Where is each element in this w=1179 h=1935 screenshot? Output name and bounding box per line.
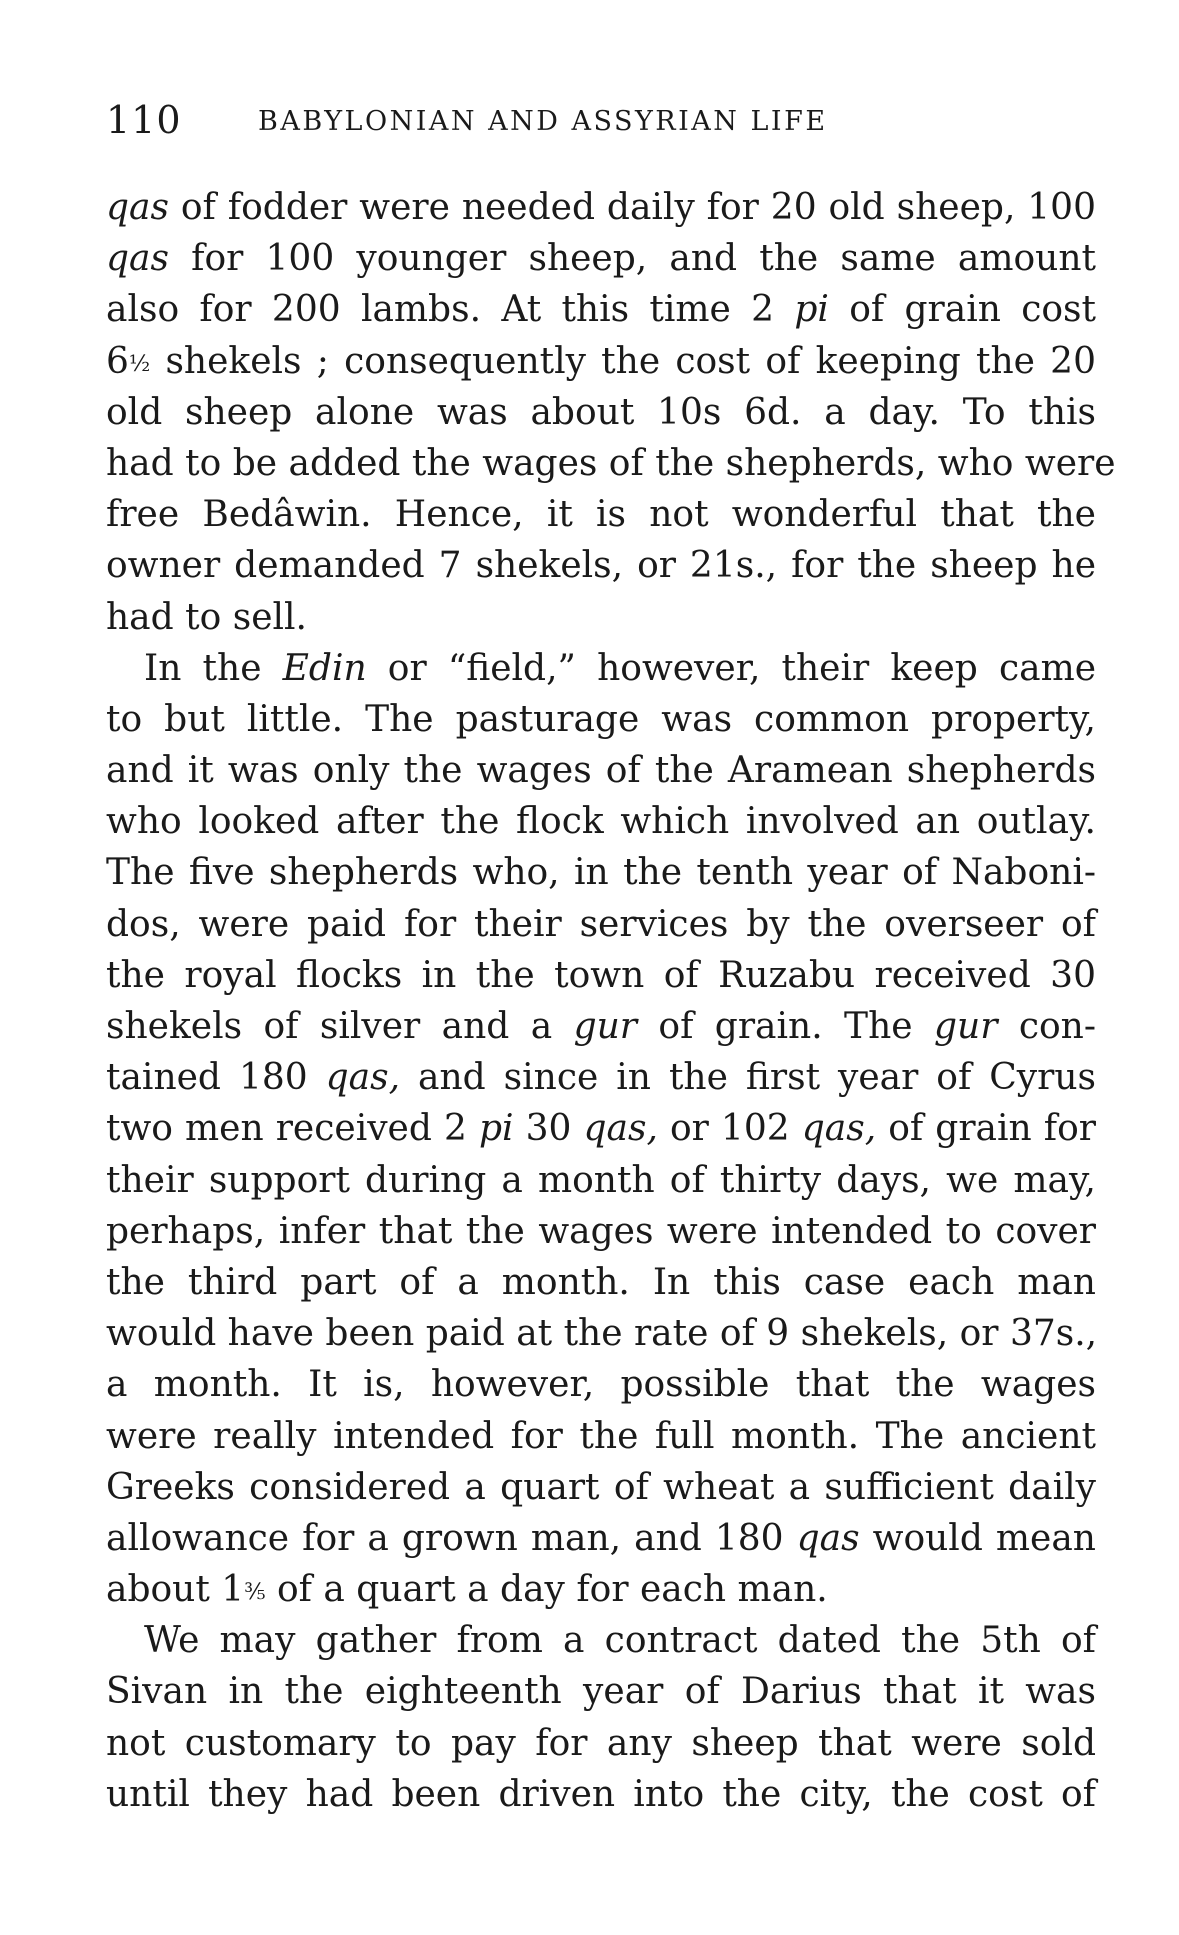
text-line: old sheep alone was about 10s 6d. a day. To this [106,391,1096,433]
italic-term: qas, [583,1108,658,1150]
italic-term: qas, [325,1057,401,1099]
text-line: about 1⅗ of a quart a day for each man. [106,1569,828,1611]
text-line: and it was only the wages of the Aramean shepherds [106,750,1096,792]
text-line: Greeks considered a quart of wheat a sufficient daily [106,1466,1096,1508]
italic-term: Edin [282,647,367,689]
text-line: had to sell. [106,596,307,638]
text-line: We may gather from a contract dated the 5th of [144,1620,1096,1662]
text-line: were really intended for the full month. The ancient [106,1415,1096,1457]
text-line: a month. It is, however, possible that the wages [106,1364,1096,1406]
page-number: 110 [106,98,182,142]
text-line: to but little. The pasturage was common property, [106,698,1096,740]
text-line: also for 200 lambs. At this time 2 pi of grain cost [106,289,1097,331]
running-title: BABYLONIAN AND ASSYRIAN LIFE [258,106,828,137]
text-line: shekels of silver and a gur of grain. The gur con- [106,1006,1097,1047]
body-text [106,182,1116,1820]
text-line: had to be added the wages of the shepherds, who were [106,442,1116,484]
text-line: not customary to pay for any sheep that were sold [106,1722,1096,1764]
text-line: owner demanded 7 shekels, or 21s., for the sheep he [106,545,1096,587]
text-line: allowance for a grown man, and 180 qas would mean [106,1517,1096,1559]
text-line: would have been paid at the rate of 9 shekels, or 37s., [106,1313,1098,1355]
text-line: who looked after the flock which involved an outlay. [106,801,1096,843]
text-line: two men received 2 pi 30 qas, or 102 qas, of grain for [106,1108,1096,1150]
text-line: Sivan in the eighteenth year of Darius that it was [106,1671,1096,1713]
fraction: ½ [128,351,151,377]
fraction: ⅗ [244,1580,266,1606]
text-line: dos, were paid for their services by the overseer of [106,903,1096,945]
text-line: qas for 100 younger sheep, and the same amount [106,238,1096,280]
text-line: the third part of a month. In this case each man [106,1261,1096,1303]
italic-term: qas [106,187,169,228]
italic-term: qas [796,1517,860,1559]
italic-term: gur [933,1006,998,1047]
text-line: tained 180 qas, and since in the first year of Cyrus [106,1057,1097,1099]
text-line: 6½ shekels ; consequently the cost of keeping the 20 [106,340,1096,382]
italic-term: qas [106,238,169,280]
italic-term: qas, [801,1108,877,1150]
italic-term: gur [573,1006,638,1047]
text-line: the royal flocks in the town of Ruzabu received 30 [106,954,1096,996]
text-line: until they had been driven into the city, the cost of [106,1773,1096,1815]
text-line: perhaps, infer that the wages were intended to cover [106,1210,1096,1252]
text-line: In the Edin or “field,” however, their keep came [144,647,1097,689]
running-head [106,98,1096,148]
text-line: free Bedâwin. Hence, it is not wonderful that the [106,494,1096,536]
text-line: The five shepherds who, in the tenth year of Naboni- [106,852,1096,894]
italic-term: pi [478,1108,514,1150]
text-line: their support during a month of thirty days, we may, [106,1159,1096,1201]
text-line: qas of fodder were needed daily for 20 old sheep, 100 [106,187,1096,228]
italic-term: pi [794,289,829,331]
